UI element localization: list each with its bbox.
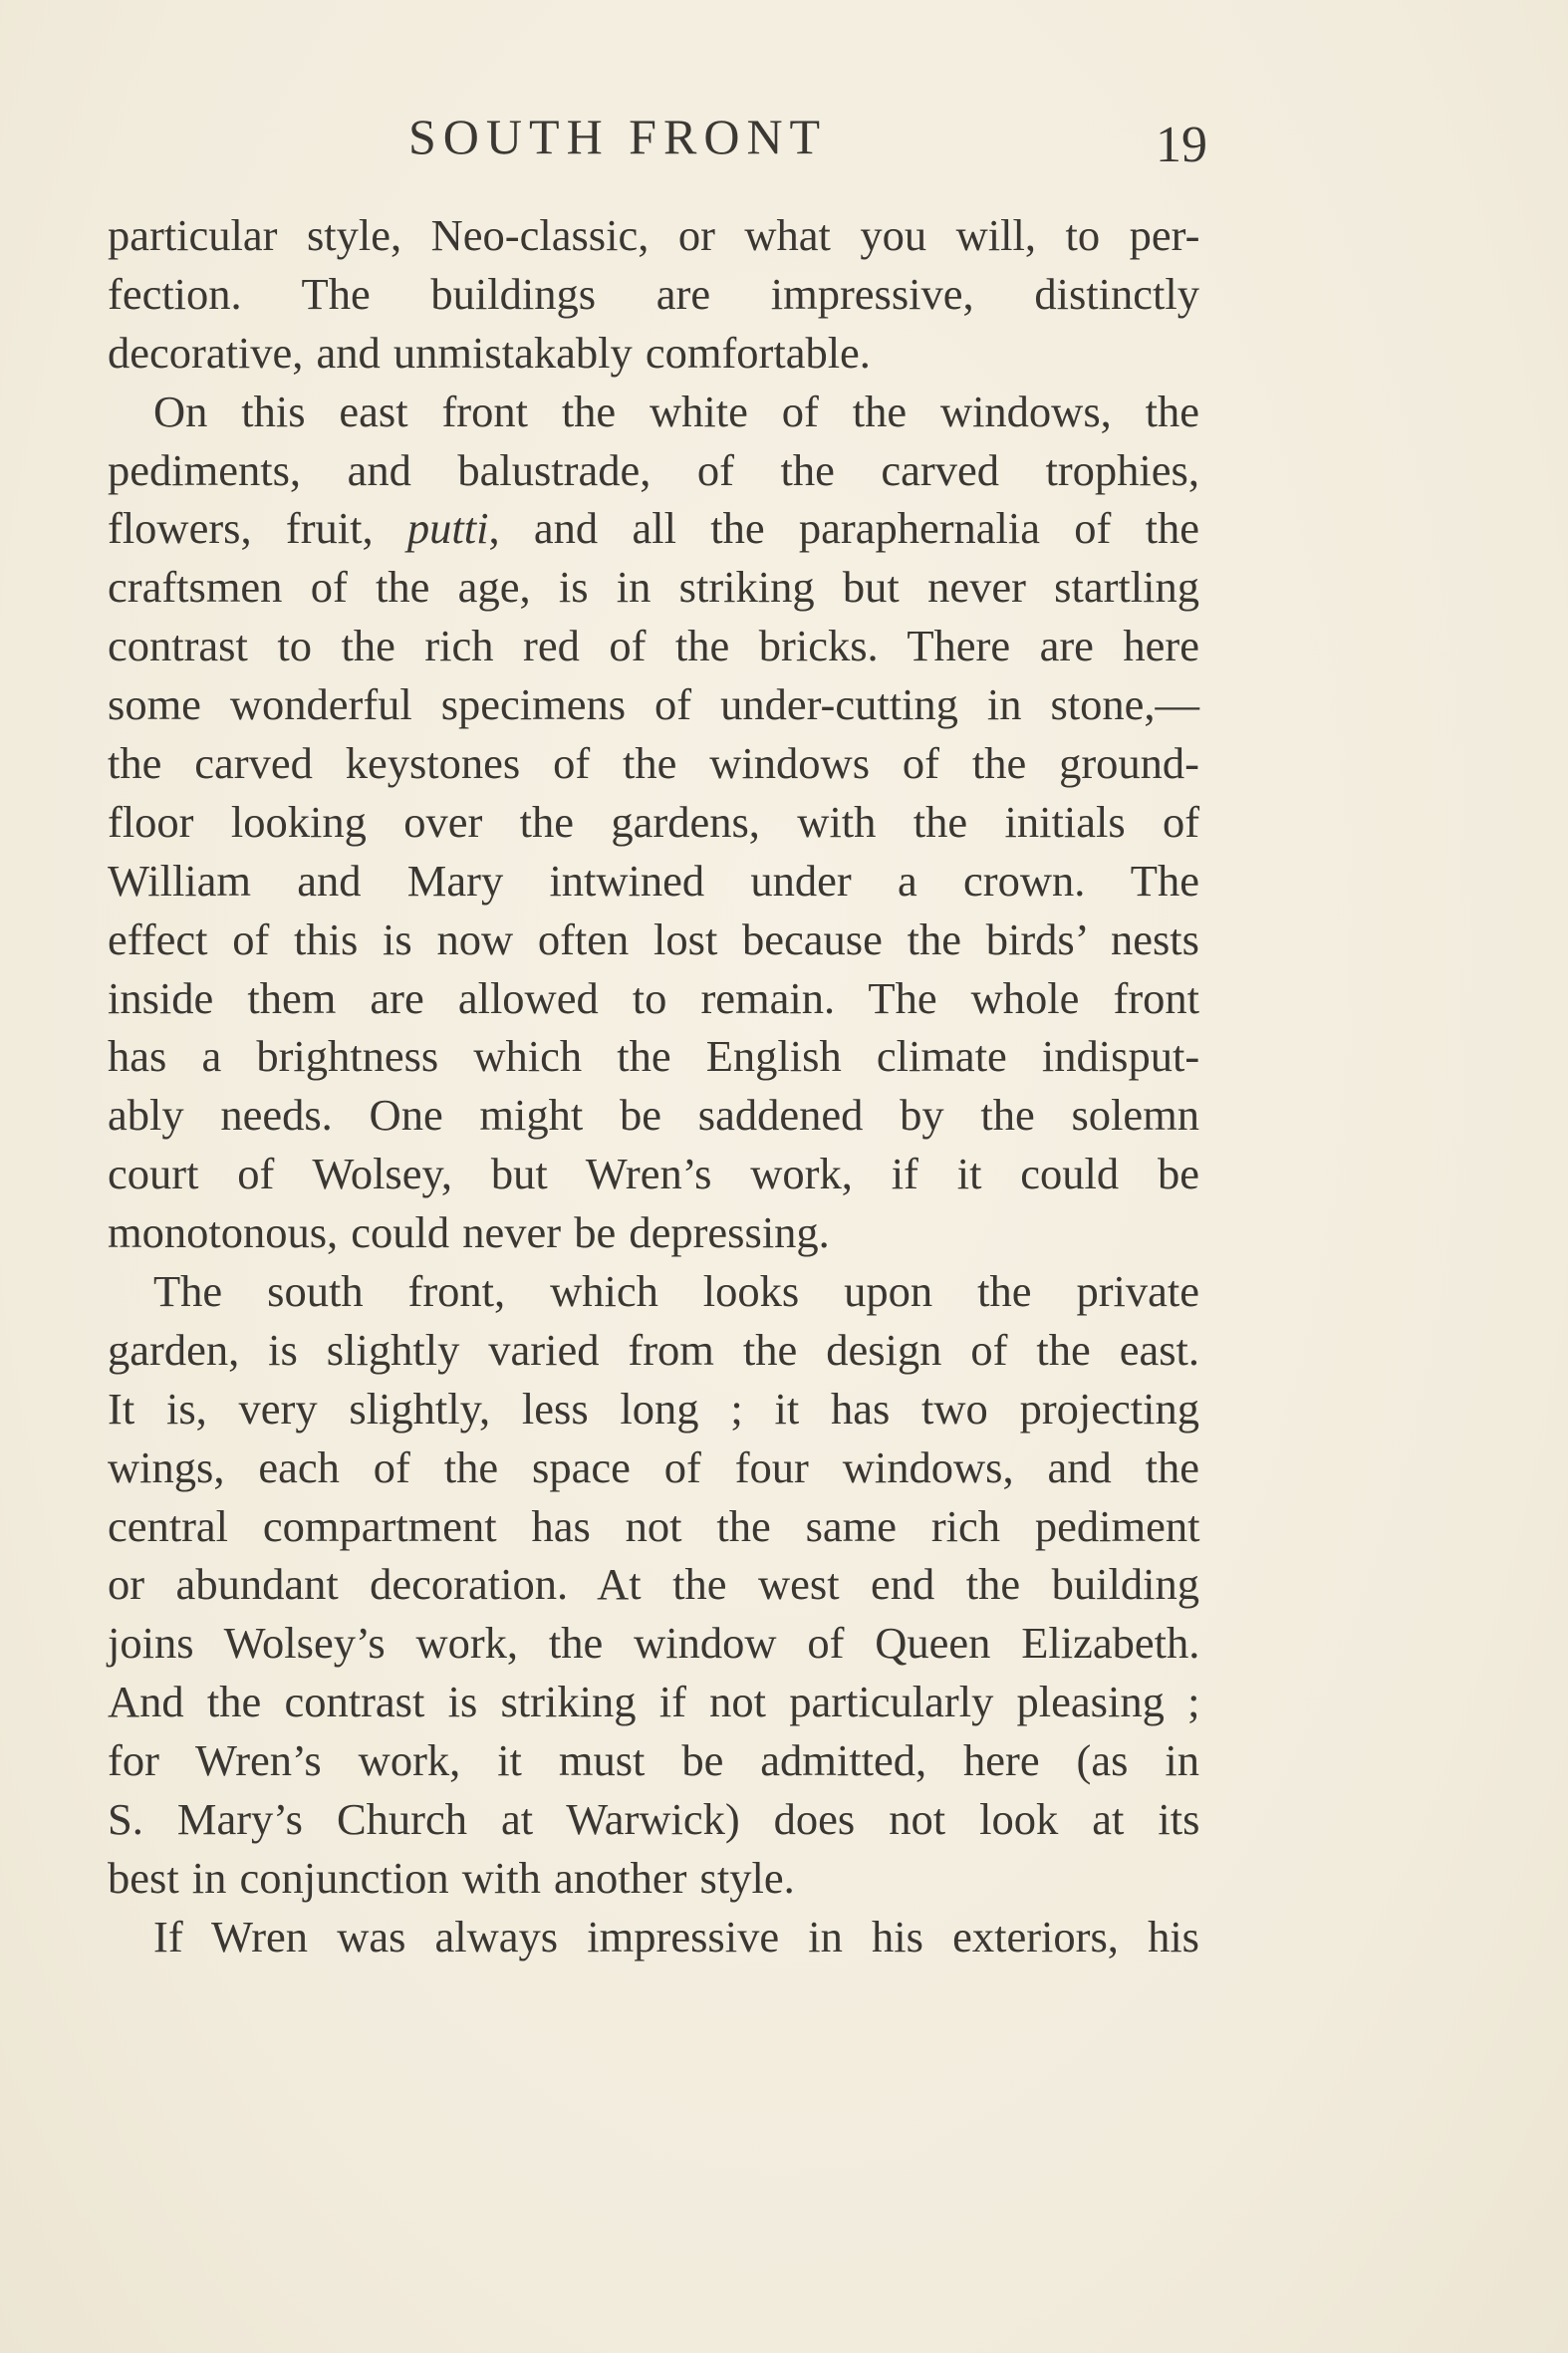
text-line: decorative, and unmistakably comfortable.: [108, 327, 871, 378]
text-line: contrast to the rich red of the bricks. There are here: [108, 621, 1199, 671]
text-line: fection. The buildings are impressive, distinctly: [108, 268, 1199, 319]
text-line: particular style, Neo-classic, or what you will, to per-: [108, 210, 1200, 260]
text-line: The south front, which looks upon the private: [153, 1266, 1199, 1317]
text-line: best in conjunction with another style.: [108, 1852, 795, 1903]
text-line: for Wren’s work, it must be admitted, here (as in: [108, 1735, 1199, 1786]
body-text: [108, 206, 1199, 1966]
text-line: wings, each of the space of four windows, and the: [108, 1441, 1199, 1492]
text-line: garden, is slightly varied from the design of the east.: [108, 1324, 1199, 1375]
text-line: central compartment has not the same rich pediment: [108, 1500, 1200, 1551]
text-line: craftsmen of the age, is in striking but never startling: [108, 562, 1199, 613]
text-line: On this east front the white of the windows, the: [153, 386, 1199, 436]
text-line: some wonderful specimens of under-cutting in stone,—: [108, 679, 1200, 730]
running-head: [0, 108, 1568, 173]
text-line: has a brightness which the English climate indisput-: [108, 1031, 1200, 1082]
text-line: inside them are allowed to remain. The whole front: [108, 972, 1199, 1023]
text-line: monotonous, could never be depressing.: [108, 1207, 830, 1258]
text-line: If Wren was always impressive in his exteriors, his: [153, 1911, 1199, 1961]
text-line: It is, very slightly, less long ; it has two projecting: [108, 1383, 1199, 1434]
text-line: And the contrast is striking if not particularly pleasing ;: [108, 1677, 1200, 1727]
text-line: court of Wolsey, but Wren’s work, if it could be: [108, 1149, 1199, 1199]
text-line: effect of this is now often lost because the birds’ nests: [108, 914, 1199, 964]
text-line: the carved keystones of the windows of the ground-: [108, 738, 1199, 789]
text-segment: , and all the paraphernalia of the: [488, 503, 1199, 554]
text-line: joins Wolsey’s work, the window of Queen Elizabeth.: [108, 1618, 1200, 1669]
text-line: William and Mary intwined under a crown. The: [108, 855, 1199, 906]
text-segment: flowers, fruit,: [108, 503, 374, 554]
page-number: 19: [1156, 117, 1207, 173]
running-title: SOUTH FRONT: [408, 109, 828, 164]
text-line: ably needs. One might be saddened by the solemn: [108, 1090, 1199, 1141]
text-line: pediments, and balustrade, of the carved trophies,: [108, 444, 1199, 495]
text-line-with-italic: [108, 499, 1199, 558]
text-line: or abundant decoration. At the west end the building: [108, 1559, 1199, 1610]
text-line: S. Mary’s Church at Warwick) does not look at its: [108, 1794, 1200, 1845]
text-line: floor looking over the gardens, with the initials of: [108, 796, 1200, 847]
italic-word: putti: [406, 503, 489, 554]
